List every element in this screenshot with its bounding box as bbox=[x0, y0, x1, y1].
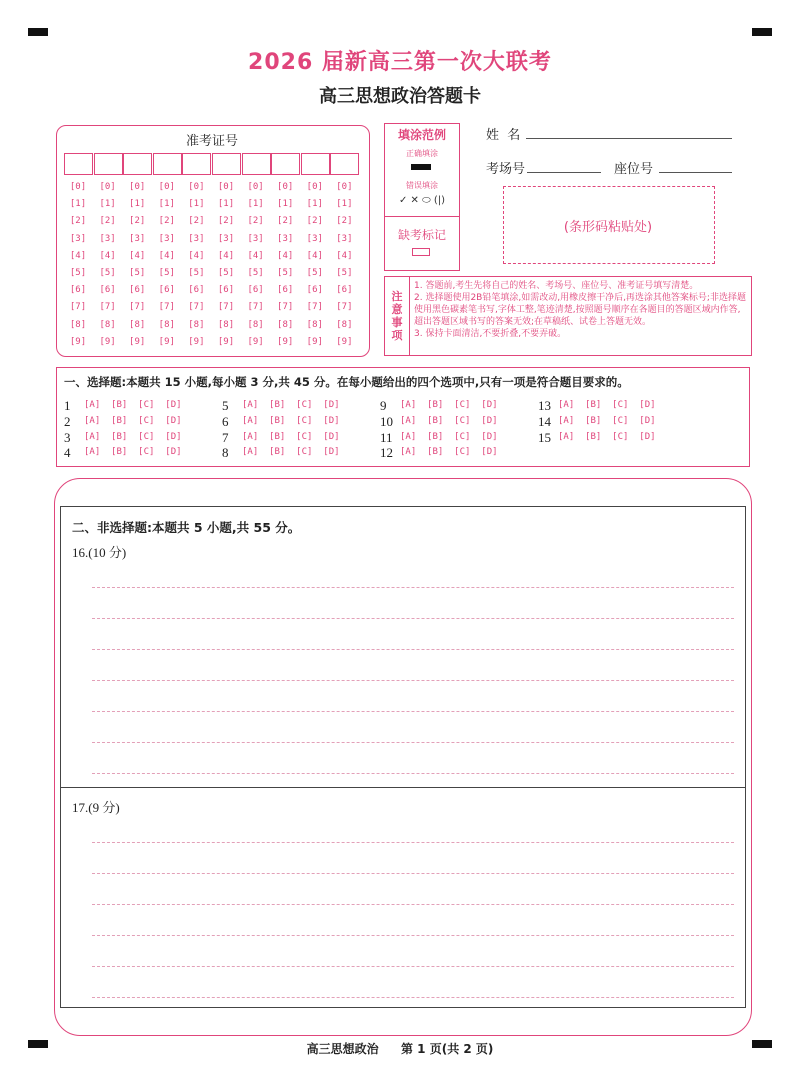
exam-id-digit-bubble[interactable]: [7] bbox=[247, 302, 264, 313]
exam-id-digit-bubble[interactable]: [8] bbox=[99, 319, 116, 330]
exam-id-digit-bubble[interactable]: [0] bbox=[277, 182, 294, 192]
exam-id-digit-bubble[interactable]: [8] bbox=[217, 319, 235, 330]
question-number: 4 bbox=[64, 445, 71, 460]
exam-room-field[interactable] bbox=[527, 172, 601, 173]
exam-id-digit-bubble[interactable]: [2] bbox=[277, 216, 294, 227]
footer-page-number: 第 1 页(共 2 页) bbox=[401, 1042, 494, 1056]
barcode-placeholder: (条形码粘贴处) bbox=[563, 220, 653, 235]
exam-id-cell[interactable] bbox=[301, 153, 330, 175]
exam-id-digit-bubble[interactable]: [5] bbox=[306, 268, 323, 278]
exam-id-digit-bubble[interactable]: [9] bbox=[277, 336, 294, 347]
exam-id-digit-bubble[interactable]: [4] bbox=[158, 250, 175, 261]
answer-option-bubbles[interactable]: [A] [B] [C] [D] bbox=[558, 416, 656, 426]
answer-option-bubbles[interactable]: [A] [B] [C] [D] bbox=[84, 400, 182, 410]
answer-line[interactable] bbox=[92, 680, 734, 681]
question-number: 11 bbox=[380, 430, 393, 445]
answer-line[interactable] bbox=[92, 842, 734, 843]
answer-option-bubbles[interactable]: [A] [B] [C] [D] bbox=[242, 447, 340, 457]
exam-id-digit-bubble[interactable]: [6] bbox=[306, 285, 323, 296]
notice-divider bbox=[409, 276, 410, 355]
exam-id-digit-bubble[interactable]: [9] bbox=[188, 336, 205, 347]
answer-option-bubbles[interactable]: [A] [B] [C] [D] bbox=[400, 447, 498, 457]
exam-id-digit-bubble[interactable]: [3] bbox=[188, 233, 205, 244]
fill-example-divider bbox=[384, 216, 460, 217]
exam-id-digit-bubble[interactable]: [5] bbox=[188, 268, 205, 278]
wrong-fill-samples-icon: ✓ ✕ ⬭ (|) bbox=[398, 195, 445, 206]
notice-list bbox=[414, 280, 746, 340]
exam-id-digit-bubble[interactable]: [2] bbox=[217, 216, 235, 227]
exam-id-cell[interactable] bbox=[242, 153, 271, 175]
question-number: 2 bbox=[64, 414, 71, 429]
exam-id-digit-bubble[interactable]: [7] bbox=[306, 302, 323, 313]
exam-id-digit-bubble[interactable]: [8] bbox=[129, 319, 146, 330]
exam-id-label: 准考证号 bbox=[185, 134, 238, 149]
notice-label: 注意事项 bbox=[391, 290, 403, 342]
exam-id-cell[interactable] bbox=[182, 153, 211, 175]
exam-id-digit-bubble[interactable]: [9] bbox=[306, 336, 323, 347]
question-number: 5 bbox=[222, 398, 229, 413]
card-subtitle: 高三思想政治答题卡 bbox=[319, 86, 481, 107]
exam-id-digit-bubble[interactable]: [8] bbox=[336, 319, 353, 330]
exam-id-digit-bubble[interactable]: [2] bbox=[158, 216, 175, 227]
exam-id-digit-bubble[interactable]: [1] bbox=[188, 199, 205, 210]
question-number: 13 bbox=[538, 398, 551, 413]
exam-id-digit-bubble[interactable]: [4] bbox=[277, 250, 294, 261]
exam-id-digit-bubble[interactable]: [1] bbox=[69, 199, 87, 210]
exam-id-digit-bubble[interactable]: [1] bbox=[277, 199, 294, 210]
question-divider bbox=[60, 787, 746, 788]
answer-option-bubbles[interactable]: [A] [B] [C] [D] bbox=[558, 400, 656, 410]
correct-fill-label: 正确填涂 bbox=[406, 149, 438, 158]
answer-line[interactable] bbox=[92, 711, 734, 712]
exam-id-digit-bubble[interactable]: [2] bbox=[247, 216, 264, 227]
answer-option-bubbles[interactable]: [A] [B] [C] [D] bbox=[400, 416, 498, 426]
question-number: 9 bbox=[380, 398, 387, 413]
exam-id-digit-bubble[interactable]: [5] bbox=[277, 268, 294, 278]
exam-id-digit-bubble[interactable]: [7] bbox=[277, 302, 294, 313]
exam-id-digit-bubble[interactable]: [0] bbox=[188, 182, 205, 192]
exam-id-digit-bubble[interactable]: [4] bbox=[306, 250, 323, 261]
exam-id-digit-bubble[interactable]: [4] bbox=[336, 250, 353, 261]
seat-field[interactable] bbox=[659, 172, 732, 173]
exam-id-digit-bubble[interactable]: [0] bbox=[247, 182, 264, 192]
question-number: 1 bbox=[64, 398, 71, 413]
exam-id-digit-bubble[interactable]: [3] bbox=[247, 233, 264, 244]
exam-id-cell[interactable] bbox=[271, 153, 300, 175]
registration-mark-top-left bbox=[28, 28, 48, 36]
exam-id-digit-bubble[interactable]: [8] bbox=[188, 319, 205, 330]
answer-option-bubbles[interactable]: [A] [B] [C] [D] bbox=[242, 432, 340, 442]
exam-id-digit-bubble[interactable]: [0] bbox=[129, 182, 146, 192]
exam-id-cell[interactable] bbox=[94, 153, 123, 175]
exam-id-digit-bubble[interactable]: [5] bbox=[336, 268, 353, 278]
exam-id-digit-bubble[interactable]: [3] bbox=[277, 233, 294, 244]
exam-id-digit-bubble[interactable]: [5] bbox=[217, 268, 235, 278]
exam-id-digit-bubble[interactable]: [8] bbox=[306, 319, 323, 330]
absent-mark-label: 缺考标记 bbox=[397, 228, 446, 242]
exam-id-digit-bubble[interactable]: [6] bbox=[158, 285, 175, 296]
essay-heading: 二、非选择题:本题共 5 小题,共 55 分。 bbox=[72, 520, 301, 535]
exam-id-digit-bubble[interactable]: [1] bbox=[306, 199, 323, 210]
exam-id-digit-bubble[interactable]: [7] bbox=[99, 302, 116, 313]
footer-subject: 高三思想政治 bbox=[306, 1042, 379, 1056]
exam-id-digit-bubble[interactable]: [3] bbox=[69, 233, 87, 244]
exam-id-digit-bubble[interactable]: [6] bbox=[99, 285, 116, 296]
exam-id-digit-bubble[interactable]: [2] bbox=[129, 216, 146, 227]
wrong-fill-label: 错误填涂 bbox=[406, 181, 438, 190]
answer-line[interactable] bbox=[92, 966, 734, 967]
exam-id-digit-bubble[interactable]: [2] bbox=[188, 216, 205, 227]
question-17-label: 17.(9 分) bbox=[72, 800, 120, 815]
exam-id-digit-bubble[interactable]: [6] bbox=[129, 285, 146, 296]
exam-id-digit-bubble[interactable]: [5] bbox=[99, 268, 116, 278]
absent-mark-checkbox[interactable] bbox=[412, 248, 430, 256]
answer-line[interactable] bbox=[92, 587, 734, 588]
exam-id-digit-bubble[interactable]: [9] bbox=[158, 336, 175, 347]
exam-id-digit-bubble[interactable]: [5] bbox=[158, 268, 175, 278]
essay-inner-frame bbox=[60, 506, 746, 1008]
exam-id-digit-bubble[interactable]: [4] bbox=[217, 250, 235, 261]
exam-id-digit-bubble[interactable]: [1] bbox=[217, 199, 235, 210]
multiple-choice-heading: 一、选择题:本题共 15 小题,每小题 3 分,共 45 分。在每小题给出的四个选项中,只有一项是符合题目要求的。 bbox=[64, 375, 629, 389]
exam-id-digit-bubble[interactable]: [2] bbox=[69, 216, 87, 227]
page-footer bbox=[0, 1040, 800, 1057]
answer-line[interactable] bbox=[92, 773, 734, 774]
exam-id-digit-bubble[interactable]: [2] bbox=[336, 216, 353, 227]
exam-id-digit-bubble[interactable]: [6] bbox=[188, 285, 205, 296]
answer-option-bubbles[interactable]: [A] [B] [C] [D] bbox=[400, 432, 498, 442]
exam-id-cell[interactable] bbox=[153, 153, 182, 175]
exam-id-digit-bubble[interactable]: [1] bbox=[158, 199, 175, 210]
answer-option-bubbles[interactable]: [A] [B] [C] [D] bbox=[84, 432, 182, 442]
exam-id-digit-bubble[interactable]: [1] bbox=[247, 199, 264, 210]
name-label: 姓 名 bbox=[486, 128, 521, 143]
exam-id-digit-bubble[interactable]: [7] bbox=[158, 302, 175, 313]
exam-id-digit-bubble[interactable]: [4] bbox=[69, 250, 87, 261]
answer-option-bubbles[interactable]: [A] [B] [C] [D] bbox=[242, 416, 340, 426]
exam-id-digit-bubble[interactable]: [0] bbox=[336, 182, 353, 192]
exam-id-digit-bubble[interactable]: [9] bbox=[336, 336, 353, 347]
answer-line[interactable] bbox=[92, 997, 734, 998]
exam-id-cell[interactable] bbox=[64, 153, 93, 175]
exam-id-digit-bubble[interactable]: [1] bbox=[99, 199, 116, 210]
exam-id-digit-bubble[interactable]: [3] bbox=[306, 233, 323, 244]
exam-id-digit-bubble[interactable]: [3] bbox=[336, 233, 353, 244]
answer-line[interactable] bbox=[92, 935, 734, 936]
answer-line[interactable] bbox=[92, 873, 734, 874]
exam-id-digit-bubble[interactable]: [7] bbox=[217, 302, 235, 313]
seat-label: 座位号 bbox=[614, 162, 654, 177]
question-number: 12 bbox=[380, 445, 393, 460]
answer-option-bubbles[interactable]: [A] [B] [C] [D] bbox=[558, 432, 656, 442]
question-number: 10 bbox=[380, 414, 393, 429]
exam-id-cell[interactable] bbox=[123, 153, 152, 175]
exam-id-digit-bubble[interactable]: [9] bbox=[69, 336, 87, 347]
answer-line[interactable] bbox=[92, 649, 734, 650]
exam-room-label: 考场号 bbox=[486, 162, 526, 177]
exam-id-digit-bubble[interactable]: [1] bbox=[336, 199, 353, 210]
answer-option-bubbles[interactable]: [A] [B] [C] [D] bbox=[84, 447, 182, 457]
exam-id-digit-bubble[interactable]: [6] bbox=[69, 285, 87, 296]
exam-id-digit-bubble[interactable]: [6] bbox=[277, 285, 294, 296]
exam-id-digit-bubble[interactable]: [6] bbox=[247, 285, 264, 296]
exam-id-digit-bubble[interactable]: [0] bbox=[306, 182, 323, 192]
exam-id-digit-bubble[interactable]: [7] bbox=[69, 302, 87, 313]
answer-line[interactable] bbox=[92, 618, 734, 619]
exam-id-digit-bubble[interactable]: [0] bbox=[158, 182, 175, 192]
exam-id-digit-bubble[interactable]: [9] bbox=[247, 336, 264, 347]
exam-id-digit-bubble[interactable]: [3] bbox=[99, 233, 116, 244]
exam-id-digit-bubble[interactable]: [5] bbox=[129, 268, 146, 278]
exam-title: 2026 届新高三第一次大联考 bbox=[248, 50, 552, 75]
exam-id-digit-bubble[interactable]: [8] bbox=[158, 319, 175, 330]
exam-id-digit-bubble[interactable]: [0] bbox=[69, 182, 87, 192]
exam-id-digit-bubble[interactable]: [3] bbox=[158, 233, 175, 244]
exam-id-digit-bubble[interactable]: [4] bbox=[247, 250, 264, 261]
exam-id-digit-bubble[interactable]: [7] bbox=[188, 302, 205, 313]
exam-id-digit-bubble[interactable]: [7] bbox=[129, 302, 146, 313]
question-number: 3 bbox=[64, 430, 71, 445]
question-number: 6 bbox=[222, 414, 229, 429]
question-number: 14 bbox=[538, 414, 551, 429]
exam-id-digit-bubble[interactable]: [5] bbox=[69, 268, 87, 278]
exam-id-digit-bubble[interactable]: [2] bbox=[99, 216, 116, 227]
name-field[interactable] bbox=[526, 138, 732, 139]
exam-id-digit-bubble[interactable]: [8] bbox=[247, 319, 264, 330]
question-16-label: 16.(10 分) bbox=[72, 545, 127, 560]
exam-id-digit-bubble[interactable]: [3] bbox=[129, 233, 146, 244]
registration-mark-top-right bbox=[752, 28, 772, 36]
fill-example-title: 填涂范例 bbox=[397, 128, 446, 142]
notice-item-1: 1. 答题前,考生先将自己的姓名、考场号、座位号、准考证号填写清楚。 bbox=[414, 281, 699, 291]
exam-id-digit-bubble[interactable]: [6] bbox=[217, 285, 235, 296]
question-number: 7 bbox=[222, 430, 229, 445]
exam-id-digit-bubble[interactable]: [6] bbox=[336, 285, 353, 296]
exam-id-digit-bubble[interactable]: [3] bbox=[217, 233, 235, 244]
exam-id-digit-bubble[interactable]: [4] bbox=[129, 250, 146, 261]
answer-line[interactable] bbox=[92, 742, 734, 743]
exam-id-digit-bubble[interactable]: [1] bbox=[129, 199, 146, 210]
answer-option-bubbles[interactable]: [A] [B] [C] [D] bbox=[242, 400, 340, 410]
answer-option-bubbles[interactable]: [A] [B] [C] [D] bbox=[400, 400, 498, 410]
answer-line[interactable] bbox=[92, 904, 734, 905]
exam-id-cell[interactable] bbox=[330, 153, 359, 175]
exam-id-digit-bubble[interactable]: [5] bbox=[247, 268, 264, 278]
exam-id-digit-bubble[interactable]: [8] bbox=[69, 319, 87, 330]
exam-id-cell[interactable] bbox=[212, 153, 241, 175]
exam-id-digit-bubble[interactable]: [9] bbox=[129, 336, 146, 347]
exam-id-digit-bubble[interactable]: [0] bbox=[217, 182, 235, 192]
exam-id-digit-bubble[interactable]: [8] bbox=[277, 319, 294, 330]
exam-id-digit-bubble[interactable]: [2] bbox=[306, 216, 323, 227]
exam-id-digit-bubble[interactable]: [4] bbox=[99, 250, 116, 261]
exam-id-digit-bubble[interactable]: [0] bbox=[99, 182, 116, 192]
notice-item-3: 3. 保持卡面清洁,不要折叠,不要弄破。 bbox=[414, 329, 567, 339]
question-number: 15 bbox=[538, 430, 551, 445]
exam-id-digit-bubble[interactable]: [4] bbox=[188, 250, 205, 261]
exam-id-digit-bubble[interactable]: [9] bbox=[99, 336, 116, 347]
correct-fill-sample-icon bbox=[411, 164, 431, 170]
question-number: 8 bbox=[222, 445, 229, 460]
exam-id-digit-bubble[interactable]: [9] bbox=[217, 336, 235, 347]
notice-item-2: 2. 选择题使用2B铅笔填涂,如需改动,用橡皮擦干净后,再选涂其他答案标号;非选择题使用黑色碳素笔书写,字体工整,笔迹清楚,按照题号顺序在各题目的答题区域内作答,超出答题区域书写的答案无效;在草稿纸、试卷上答题无效。 bbox=[414, 293, 746, 327]
answer-option-bubbles[interactable]: [A] [B] [C] [D] bbox=[84, 416, 182, 426]
exam-id-digit-bubble[interactable]: [7] bbox=[336, 302, 353, 313]
